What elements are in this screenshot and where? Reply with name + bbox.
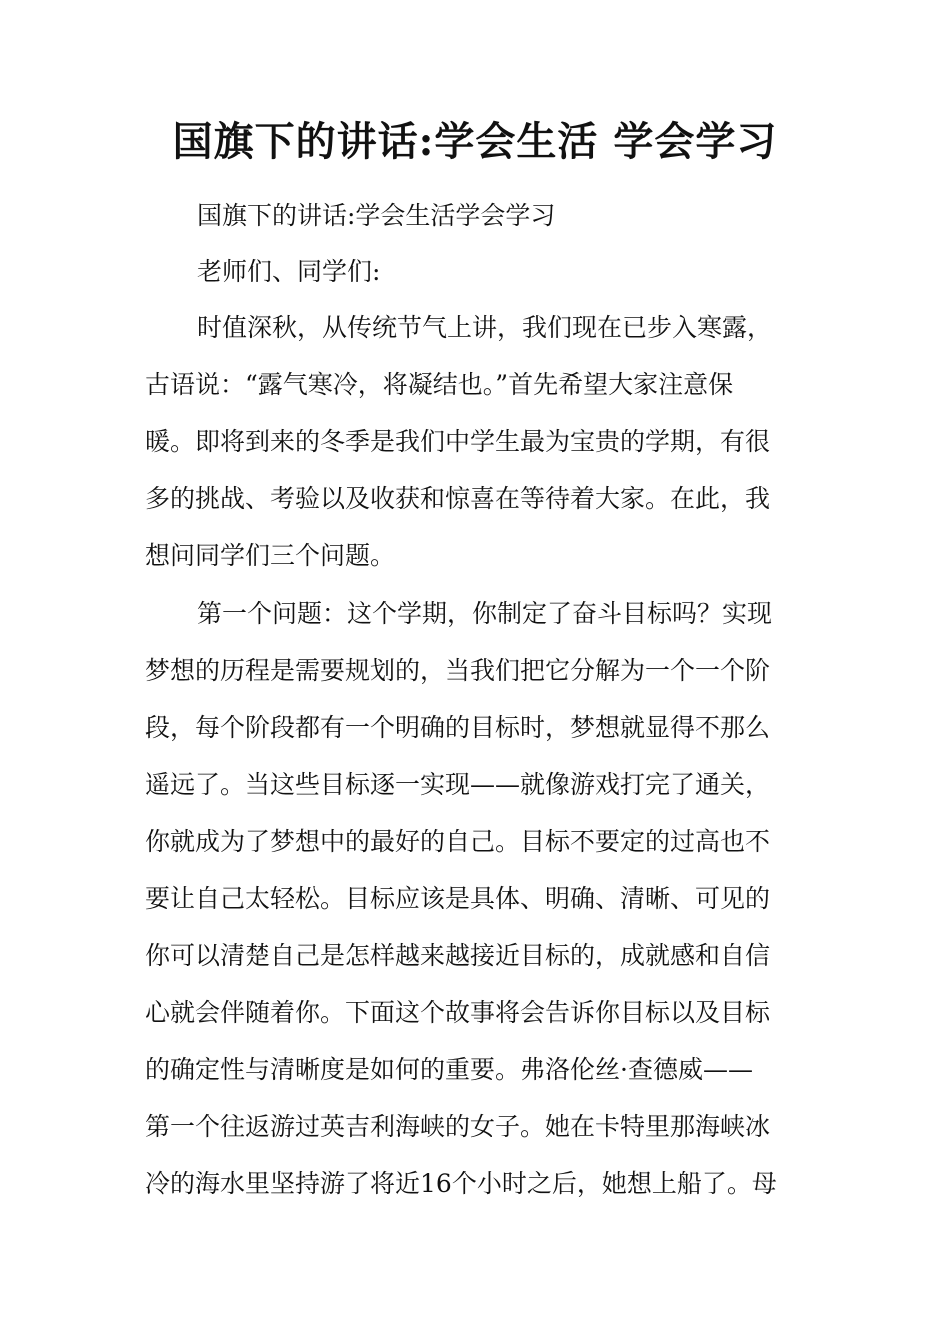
paragraph-2-line: 你就成为了梦想中的最好的自己。目标不要定的过高也不 (145, 827, 771, 856)
paragraph-2-line: 的确定性与清晰度是如何的重要。弗洛伦丝·查德威—— (145, 1055, 753, 1084)
salutation (145, 243, 810, 300)
paragraph-1-line: 暖。即将到来的冬季是我们中学生最为宝贵的学期，有很 (145, 427, 771, 456)
subtitle-line: 国旗下的讲话:学会生活学会学习 (197, 201, 556, 230)
salutation-line: 老师们、同学们: (197, 257, 381, 286)
paragraph-2-line: 第一个往返游过英吉利海峡的女子。她在卡特里那海峡冰 (145, 1112, 771, 1141)
document-title: 国旗下的讲话:学会生活 学会学习 (172, 118, 778, 165)
paragraph-2-line: 冷的海水里坚持游了将近16个小时之后，她想上船了。母 (145, 1169, 777, 1198)
paragraph-1-line: 多的挑战、考验以及收获和惊喜在等待着大家。在此，我 (145, 484, 771, 513)
paragraph-2-line: 心就会伴随着你。下面这个故事将会告诉你目标以及目标 (145, 998, 771, 1027)
document-subtitle (145, 187, 810, 244)
paragraph-2-line: 第一个问题：这个学期，你制定了奋斗目标吗？实现 (197, 599, 773, 628)
paragraph-2-line: 段，每个阶段都有一个明确的目标时，梦想就显得不那么 (145, 713, 771, 742)
paragraph-1-line: 古语说：“露气寒冷，将凝结也。”首先希望大家注意保 (145, 370, 734, 399)
paragraph-2-line: 遥远了。当这些目标逐一实现——就像游戏打完了通关， (145, 770, 771, 799)
paragraph-2 (145, 585, 810, 1212)
paragraph-1-line: 时值深秋，从传统节气上讲，我们现在已步入寒露， (197, 313, 773, 342)
paragraph-1-line: 想问同学们三个问题。 (145, 541, 396, 570)
paragraph-2-line: 梦想的历程是需要规划的，当我们把它分解为一个一个阶 (145, 656, 771, 685)
paragraph-1 (145, 299, 810, 584)
paragraph-2-line: 你可以清楚自己是怎样越来越接近目标的，成就感和自信 (145, 941, 771, 970)
paragraph-2-line: 要让自己太轻松。目标应该是具体、明确、清晰、可见的 (145, 884, 771, 913)
